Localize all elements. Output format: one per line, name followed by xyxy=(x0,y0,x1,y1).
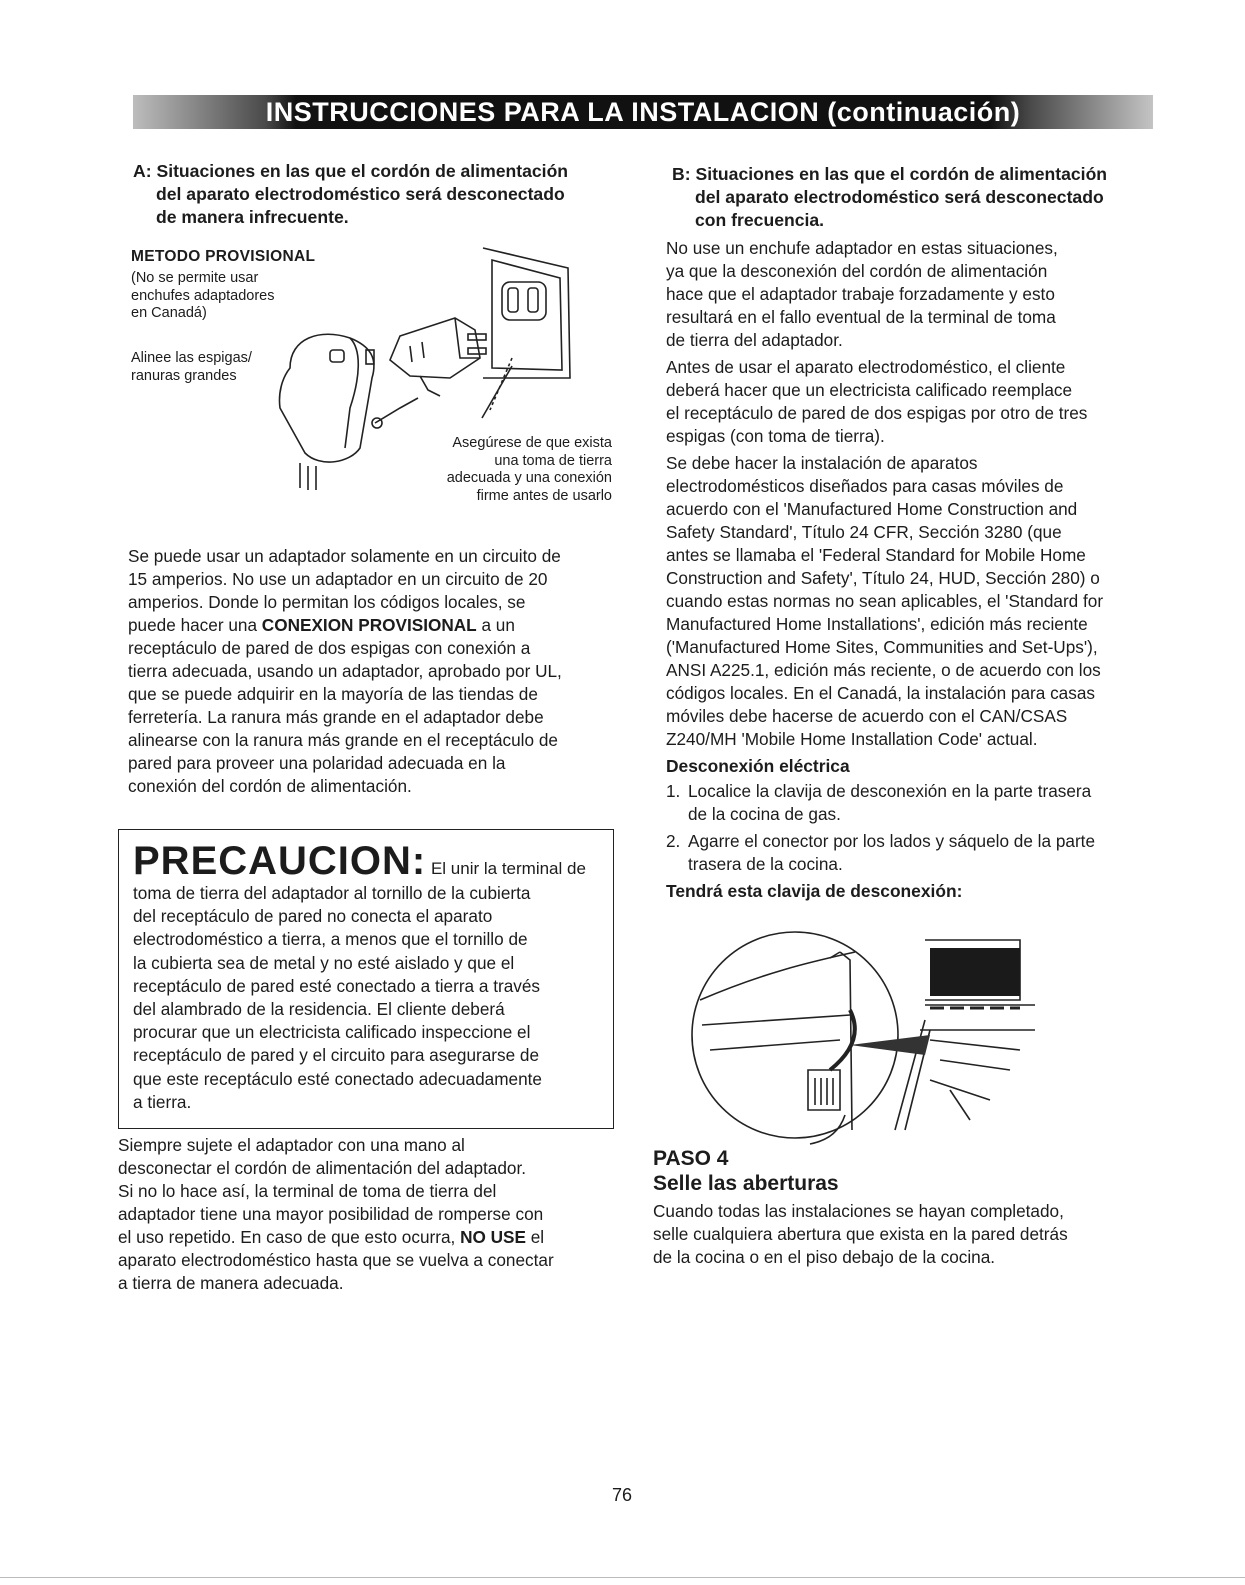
ground-line-2: una toma de tierra xyxy=(494,452,612,469)
right-para1 xyxy=(666,237,1186,352)
caution-line: del alambrado de la residencia. El cliente deberá xyxy=(133,999,505,1020)
heading-a-line1: A: Situaciones en las que el cordón de alimentación xyxy=(133,161,569,181)
page-number: 76 xyxy=(612,1485,633,1505)
right-para3-line: Construction and Safety', Título 24, HUD, Sección 280) o xyxy=(666,568,1100,588)
adapter-plug-illustration xyxy=(250,238,590,498)
figure-align-label xyxy=(131,350,252,385)
step-line: Localice la clavija de desconexión en la parte trasera xyxy=(688,781,1092,801)
right-body xyxy=(666,237,1186,903)
caution-line: toma de tierra del adaptador al tornillo de la cubierta xyxy=(133,883,531,903)
right-para1-line: hace que el adaptador trabaje forzadamente y esto xyxy=(666,284,1055,304)
disconnect-plug-illustration xyxy=(690,930,1050,1145)
heading-b-line2: del aparato electrodoméstico será desconectado xyxy=(695,187,1104,207)
step4-title: Selle las aberturas xyxy=(653,1172,839,1195)
right-para2-line: deberá hacer que un electricista calificado reemplace xyxy=(666,380,1073,400)
para1-line xyxy=(128,614,618,637)
right-para1-line: resultará en el fallo eventual de la terminal de toma xyxy=(666,307,1056,327)
disconnect-heading: Desconexión eléctrica xyxy=(666,756,850,776)
para1-text: a un xyxy=(476,615,515,635)
heading-a xyxy=(133,160,623,229)
right-para2-line: Antes de usar el aparato electrodoméstico, el cliente xyxy=(666,357,1066,377)
note-line-3: en Canadá) xyxy=(131,305,207,321)
caution-line: receptáculo de pared y el circuito para asegurarse de xyxy=(133,1045,540,1066)
right-para3-line: Safety Standard', Título 24 CFR, Sección 3280 (que xyxy=(666,522,1062,542)
align-line-1: Alinee las espigas/ xyxy=(131,350,252,366)
para1-line: Se puede usar un adaptador solamente en un circuito de xyxy=(128,546,561,566)
para2-line: Si no lo hace así, la terminal de toma de tierra del xyxy=(118,1181,497,1201)
right-para3-line: ANSI A225.1, edición más reciente, o de acuerdo con los xyxy=(666,660,1101,680)
para1-line: alinearse con la ranura más grande en el receptáculo de xyxy=(128,730,558,750)
right-para3-line: códigos locales. En el Canadá, la instalación para casas xyxy=(666,683,1095,703)
no-use-term: NO USE xyxy=(460,1227,526,1247)
heading-b xyxy=(672,163,1172,232)
para1-line: pared para proveer una polaridad adecuada en la xyxy=(128,753,506,773)
disconnect-steps xyxy=(666,780,1186,876)
caution-line: la cubierta sea de metal y no esté aislado y que el xyxy=(133,952,515,973)
right-para1-line: No use un enchufe adaptador en estas situaciones, xyxy=(666,238,1058,258)
para2-line: Siempre sujete el adaptador con una mano al xyxy=(118,1135,465,1155)
step-line: de la cocina de gas. xyxy=(688,804,841,824)
para2-line: desconectar el cordón de alimentación del adaptador. xyxy=(118,1158,527,1178)
right-para3-line: electrodomésticos diseñados para casas móviles de xyxy=(666,476,1064,496)
caution-line: electrodoméstico a tierra, a menos que el tornillo de xyxy=(133,929,528,950)
heading-a-line3: de manera infrecuente. xyxy=(156,207,349,227)
caution-line: a tierra. xyxy=(133,1091,192,1112)
right-para1-line: de tierra del adaptador. xyxy=(666,330,843,350)
caution-line: procurar que un electricista calificado inspeccione el xyxy=(133,1022,531,1043)
right-para3-line: Z240/MH 'Mobile Home Installation Code' actual. xyxy=(666,729,1038,749)
step4-section xyxy=(653,1146,1173,1269)
caution-title: PRECAUCION: xyxy=(133,839,427,883)
section-banner xyxy=(133,95,1153,129)
figure-label-title: METODO PROVISIONAL xyxy=(131,248,316,265)
para2-line xyxy=(118,1226,618,1249)
ground-line-1: Asegúrese de que exista xyxy=(452,435,612,451)
right-para3-line: cuando estas normas no sean aplicables, el 'Standard for xyxy=(666,591,1104,611)
para1-line: 15 amperios. No use un adaptador en un circuito de 20 xyxy=(128,569,548,589)
para1-line: receptáculo de pared de dos espigas con conexión a xyxy=(128,638,531,658)
para1-text: puede hacer una xyxy=(128,615,262,635)
right-para1-line: ya que la desconexión del cordón de alimentación xyxy=(666,261,1048,281)
para2-line: adaptador tiene una mayor posibilidad de romperse con xyxy=(118,1204,544,1224)
ground-line-4: firme antes de usarlo xyxy=(476,487,612,504)
step-item xyxy=(666,830,1186,876)
para1-line: que se puede adquirir en la mayoría de las tiendas de xyxy=(128,684,538,704)
right-para3-line: Manufactured Home Installations', edición más reciente xyxy=(666,614,1088,634)
plug-heading: Tendrá esta clavija de desconexión: xyxy=(666,881,963,901)
hold-adapter-paragraph xyxy=(118,1134,618,1295)
ground-line-3: adecuada y una conexión xyxy=(446,470,612,486)
caution-line: receptáculo de pared esté conectado a tierra a través xyxy=(133,975,541,996)
step-item xyxy=(666,780,1186,826)
provisional-connection-term: CONEXION PROVISIONAL xyxy=(261,615,477,635)
heading-b-line3: con frecuencia. xyxy=(695,210,825,230)
para1-line: tierra adecuada, usando un adaptador, aprobado por UL, xyxy=(128,661,562,681)
right-para2-line: el receptáculo de pared de dos espigas por otro de tres xyxy=(666,403,1088,423)
right-para3-line: ('Manufactured Home Sites, Communities and Set-Ups'), xyxy=(666,637,1098,657)
para1-line: ferretería. La ranura más grande en el adaptador debe xyxy=(128,707,544,727)
para1-line: amperios. Donde lo permitan los códigos locales, se xyxy=(128,592,526,612)
right-para3-line: antes se llamaba el 'Federal Standard for Mobile Home xyxy=(666,545,1086,565)
step-line: Agarre el conector por los lados y sáquelo de la parte xyxy=(688,831,1096,851)
caution-line: que este receptáculo esté conectado adecuadamente xyxy=(133,1068,542,1089)
bottom-rule xyxy=(0,1577,1245,1578)
step4-body xyxy=(653,1200,1173,1269)
align-line-2: ranuras grandes xyxy=(131,367,237,384)
right-para2 xyxy=(666,356,1186,448)
para2-line: aparato electrodoméstico hasta que se vuelva a conectar xyxy=(118,1250,554,1270)
note-line-1: (No se permite usar xyxy=(131,270,259,286)
para2-line: a tierra de manera adecuada. xyxy=(118,1273,344,1293)
caution-box xyxy=(118,829,614,1129)
note-line-2: enchufes adaptadores xyxy=(131,287,275,304)
step4-label: PASO 4 xyxy=(653,1147,729,1170)
caution-line: del receptáculo de pared no conecta el aparato xyxy=(133,906,493,927)
step-number: 2. xyxy=(666,831,681,851)
step4-line: selle cualquiera abertura que exista en la pared detrás xyxy=(653,1224,1068,1244)
para2-text: el xyxy=(525,1227,545,1247)
step4-line: de la cocina o en el piso debajo de la cocina. xyxy=(653,1247,996,1267)
para1-line: conexión del cordón de alimentación. xyxy=(128,776,412,796)
heading-b-line1: B: Situaciones en las que el cordón de alimentación xyxy=(672,164,1108,184)
adapter-paragraph xyxy=(128,545,618,798)
para2-text: el uso repetido. En caso de que esto ocurra, xyxy=(118,1227,461,1247)
step-line: trasera de la cocina. xyxy=(688,854,843,874)
caution-line: El unir la terminal de xyxy=(426,859,586,878)
right-para3-line: móviles debe hacerse de acuerdo con el CAN/CSAS xyxy=(666,706,1068,726)
right-para2-line: espigas (con toma de tierra). xyxy=(666,426,885,446)
right-para3-line: acuerdo con el 'Manufactured Home Construction and xyxy=(666,499,1078,519)
right-para3 xyxy=(666,452,1186,751)
banner-title: INSTRUCCIONES PARA LA INSTALACION (continuación) xyxy=(265,96,1021,127)
step-number: 1. xyxy=(666,781,681,801)
heading-a-line2: del aparato electrodoméstico será desconectado xyxy=(156,184,565,204)
step4-line: Cuando todas las instalaciones se hayan completado, xyxy=(653,1201,1064,1221)
right-para3-line: Se debe hacer la instalación de aparatos xyxy=(666,453,978,473)
